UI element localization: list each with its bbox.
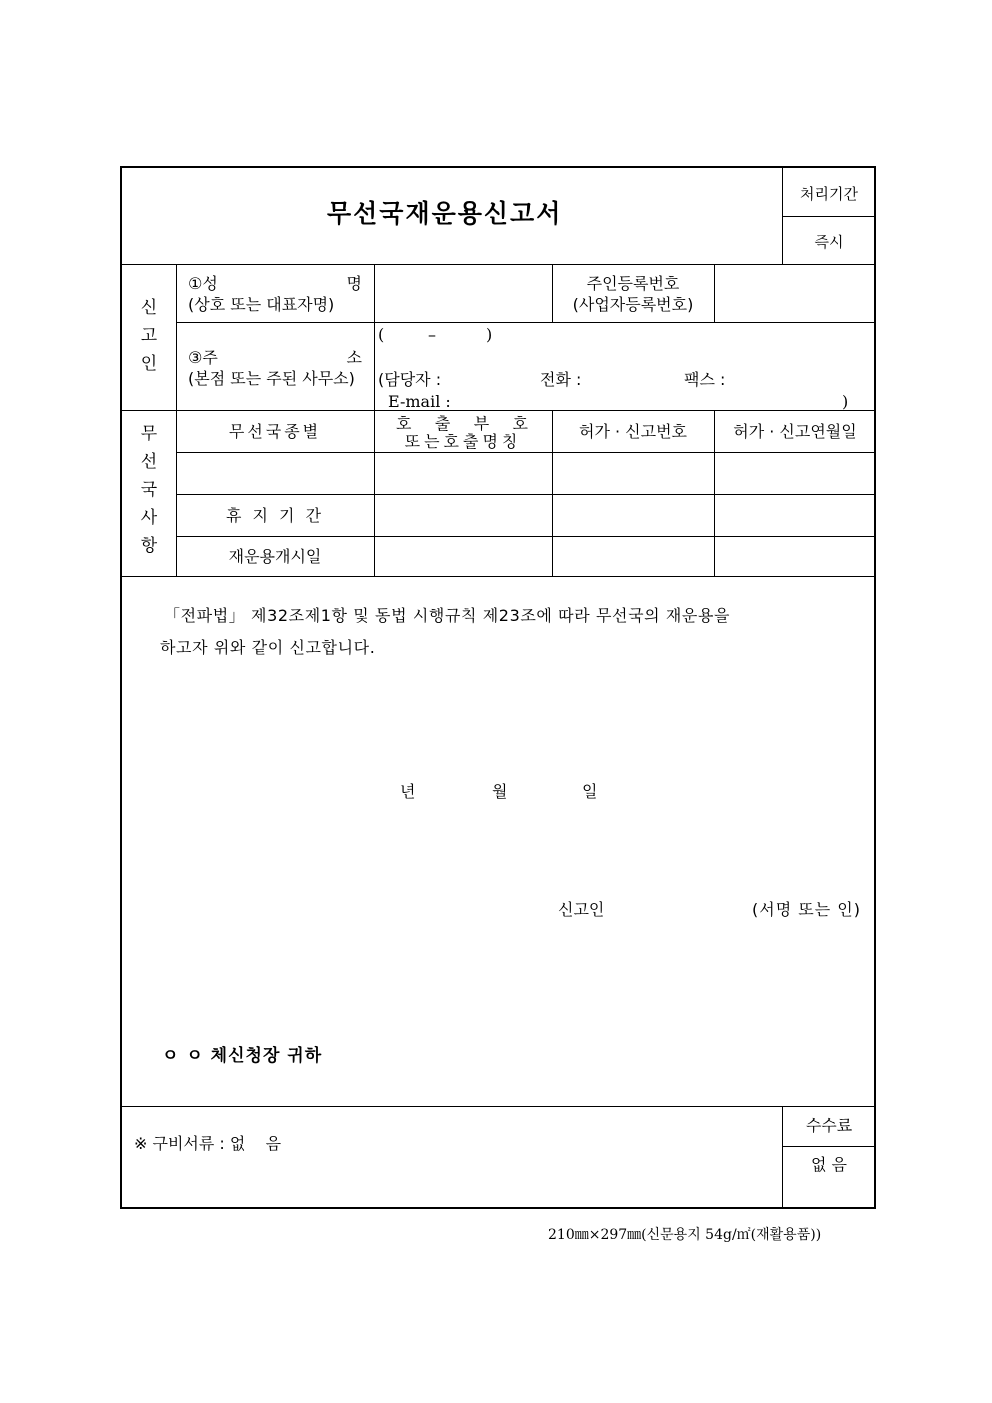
fee-value: 없 음 [811, 1155, 847, 1174]
suspension-period-field[interactable] [375, 495, 875, 535]
call-sign-label-top [396, 414, 528, 434]
addressee: ㅇ ㅇ 체신청장 귀하 [162, 1046, 323, 1066]
applicant-char-2: 고 [140, 326, 158, 346]
form-title: 무선국재운용신고서 [327, 199, 563, 228]
contact-person-label: (담당자 : [378, 370, 442, 389]
resident-number-label: 주인등록번호 [586, 274, 680, 293]
address-label-2: 소 [346, 348, 362, 367]
permit-date-field[interactable] [715, 453, 875, 493]
station-section-label [139, 420, 159, 560]
processing-period-label: 처리기간 [800, 185, 858, 203]
report-form [120, 166, 876, 1209]
station-top-line [122, 410, 876, 411]
postal-dash: – [428, 325, 436, 344]
fee-row-line [782, 1146, 876, 1147]
statement-line-1: 「전파법」 제32조제1항 및 동법 시행규칙 제23조에 따라 무선국의 재운용을 [164, 606, 731, 625]
applicant-section-label [139, 294, 159, 378]
permit-number-field[interactable] [553, 453, 713, 493]
postal-open: ( [378, 325, 385, 344]
required-documents: ※ 구비서류 : 없 음 [134, 1134, 282, 1153]
call-sign-char-3: 부 [473, 414, 490, 433]
date-year: 년 [400, 782, 416, 801]
station-char-1: 무 [140, 424, 158, 444]
business-number-label: (사업자등록번호) [572, 295, 694, 314]
section-label-divider [176, 264, 177, 576]
station-char-5: 항 [140, 536, 158, 556]
call-sign-char-2: 출 [434, 414, 451, 433]
bottom-top-line [122, 1106, 876, 1107]
name-field[interactable] [375, 265, 551, 321]
statement-top-line [122, 576, 876, 577]
processing-divider [782, 216, 876, 217]
statement-line-2: 하고자 위와 같이 신고합니다. [160, 638, 376, 657]
postal-close: ) [486, 325, 493, 344]
resume-date-field[interactable] [375, 537, 875, 575]
address-label [188, 348, 362, 368]
suspension-period-label: 휴 지 기 간 [225, 506, 325, 525]
address-field[interactable] [375, 323, 875, 367]
address-label-1: ③주 [188, 348, 218, 367]
fee-label: 수수료 [805, 1116, 853, 1135]
station-char-2: 선 [140, 452, 158, 472]
call-sign-char-4: 호 [512, 414, 528, 433]
resident-number-field[interactable] [715, 265, 875, 321]
call-sign-char-1: 호 [396, 414, 412, 433]
name-label [188, 274, 362, 294]
date-month: 월 [492, 782, 508, 801]
call-sign-field[interactable] [375, 453, 551, 493]
applicant-char-3: 인 [140, 354, 158, 374]
fax-label: 팩스 : [684, 370, 726, 389]
phone-label: 전화 : [540, 370, 582, 389]
resume-date-label: 재운용개시일 [228, 547, 322, 566]
permit-date-label: 허가 · 신고연월일 [733, 422, 857, 441]
name-label-1: ①성 [188, 274, 218, 293]
call-sign-label-bottom: 또는호출명칭 [404, 432, 522, 451]
station-type-label: 무선국종별 [228, 422, 322, 441]
email-label: E-mail : [388, 392, 451, 411]
station-char-4: 사 [140, 508, 158, 528]
station-type-field[interactable] [177, 453, 373, 493]
applicant-char-1: 신 [140, 298, 158, 318]
signature-field[interactable] [622, 894, 746, 924]
address-sub-label: (본점 또는 주된 사무소) [188, 369, 355, 388]
contact-close: ) [842, 392, 849, 411]
station-char-3: 국 [140, 480, 158, 500]
permit-number-label: 허가 · 신고번호 [579, 422, 687, 441]
signature-label: (서명 또는 인) [752, 900, 861, 919]
name-sub-label: (상호 또는 대표자명) [188, 295, 335, 314]
paper-specification: 210㎜×297㎜(신문용지 54g/㎡(재활용품)) [548, 1227, 822, 1243]
signer-label: 신고인 [558, 900, 605, 919]
processing-period-value: 즉시 [814, 233, 844, 251]
date-day: 일 [582, 782, 598, 801]
name-label-2: 명 [346, 274, 362, 293]
